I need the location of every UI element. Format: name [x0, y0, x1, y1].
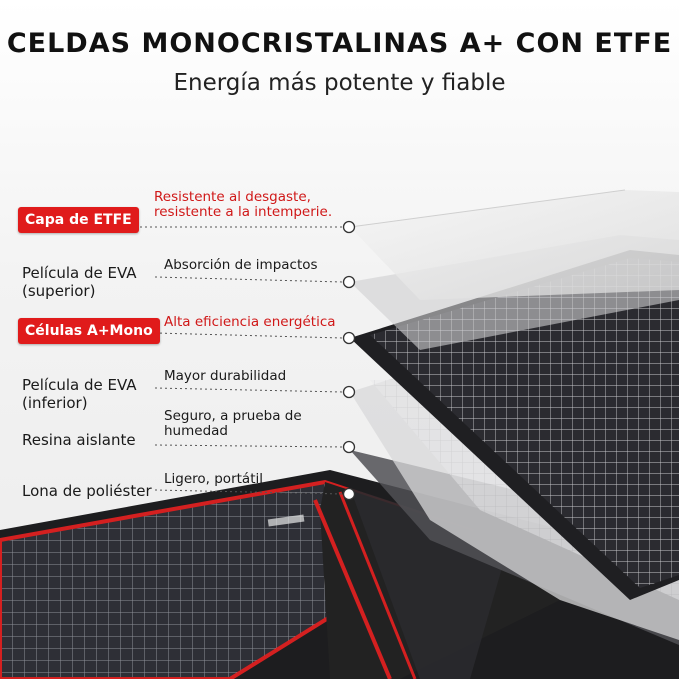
- etfe-description: Resistente al desgaste, resistente a la intemperie.: [154, 189, 333, 220]
- eva-lower-description: Mayor durabilidad: [164, 368, 287, 384]
- eva-upper-description: Absorción de impactos: [164, 257, 318, 273]
- page-subtitle: Energía más potente y fiable: [173, 70, 506, 96]
- resin-marker: [344, 442, 355, 453]
- resin-label: Resina aislante: [22, 431, 136, 449]
- cells-description: Alta eficiencia energética: [164, 314, 336, 330]
- etfe-marker: [344, 222, 355, 233]
- leader-endpoints: [344, 222, 355, 500]
- page-title: CELDAS MONOCRISTALINAS A+ CON ETFE: [6, 28, 673, 59]
- cells-marker: [344, 333, 355, 344]
- eva-lower-label: Película de EVA (inferior): [22, 376, 137, 412]
- resin-description: Seguro, a prueba de humedad: [164, 408, 302, 439]
- cells-badge: Células A+Mono: [18, 318, 160, 344]
- polyester-marker: [344, 489, 355, 500]
- polyester-label: Lona de poliéster: [22, 482, 152, 500]
- polyester-description: Ligero, portátil: [164, 471, 263, 487]
- eva-lower-marker: [344, 387, 355, 398]
- eva-upper-label: Película de EVA (superior): [22, 264, 137, 300]
- eva-upper-marker: [344, 277, 355, 288]
- etfe-badge: Capa de ETFE: [18, 207, 139, 233]
